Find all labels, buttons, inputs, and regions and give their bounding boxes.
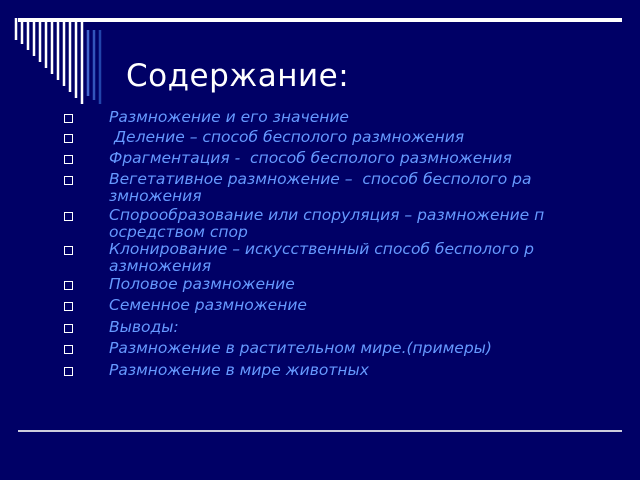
square-bullet-icon xyxy=(64,324,73,333)
square-bullet-icon xyxy=(64,367,73,376)
square-bullet-icon xyxy=(64,114,73,123)
square-bullet-icon xyxy=(64,345,73,354)
list-item-text: Спорообразование или споруляция – размножение п осредством спор xyxy=(109,206,545,241)
square-bullet-icon xyxy=(64,212,73,221)
bottom-rule xyxy=(18,430,622,432)
square-bullet-icon xyxy=(64,246,73,255)
list-item-text: Фрагментация - способ бесполого размножения xyxy=(109,149,512,167)
square-bullet-icon xyxy=(64,302,73,311)
list-item-text: Клонирование – искусственный способ бесполого р азмножения xyxy=(109,240,534,275)
list-item-text: Размножение в растительном мире.(примеры) xyxy=(109,339,492,357)
square-bullet-icon xyxy=(64,155,73,164)
list-item-text: Вегетативное размножение – способ бесполого ра змножения xyxy=(109,170,532,205)
slide-title: Содержание: xyxy=(126,58,350,94)
square-bullet-icon xyxy=(64,134,73,143)
list-item-text: Семенное размножение xyxy=(109,296,307,314)
list-item-text: Половое размножение xyxy=(109,275,295,293)
square-bullet-icon xyxy=(64,176,73,185)
list-item-text: Размножение и его значение xyxy=(109,108,349,126)
square-bullet-icon xyxy=(64,281,73,290)
list-item-text: Выводы: xyxy=(109,318,179,336)
list-item-text: Деление – способ бесполого размножения xyxy=(109,128,465,146)
list-item-text: Размножение в мире животных xyxy=(109,361,369,379)
